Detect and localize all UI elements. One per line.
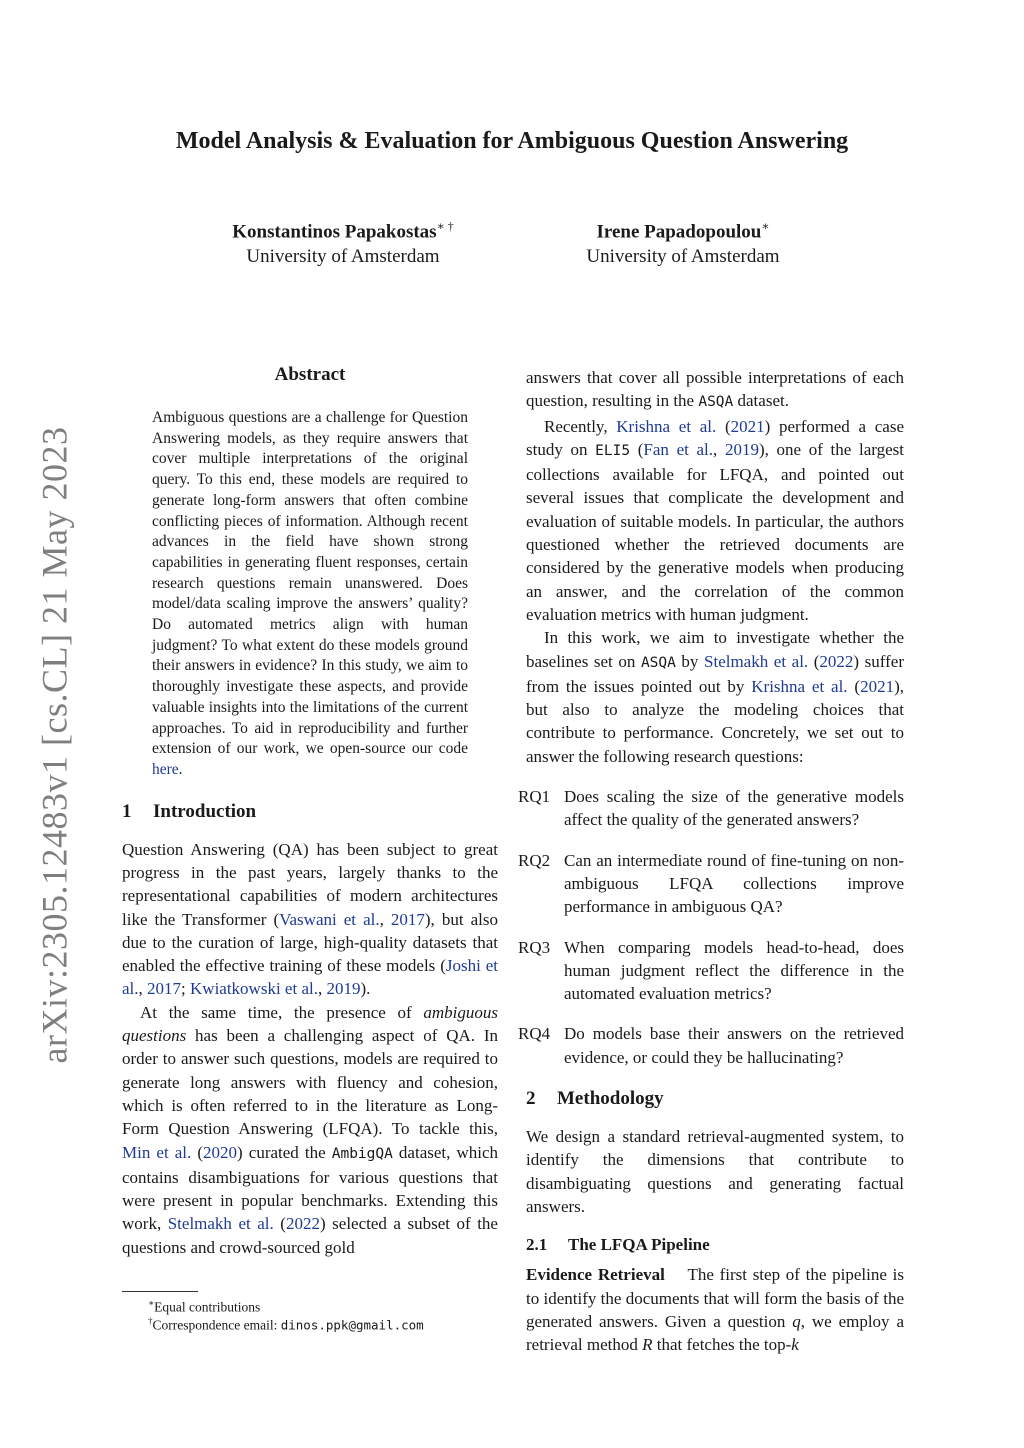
author-name: Konstantinos Papakostas (232, 221, 437, 243)
dataset-name: ELI5 (595, 442, 631, 459)
citation-link[interactable]: Vaswani et al. (279, 909, 380, 929)
paragraph-run-in-heading: Evidence Retrieval (526, 1265, 665, 1285)
research-question-1: RQ1 Does scaling the size of the generative models affect the quality of the generated answers? (518, 787, 904, 830)
footnote-2: †Correspondence email: dinos.ppk@gmail.com (148, 1316, 424, 1333)
citation-link[interactable]: Joshi et al. (122, 956, 498, 999)
dataset-name: ASQA (640, 654, 676, 671)
citation-year-link[interactable]: 2022 (285, 1214, 320, 1234)
citation-link[interactable]: Stelmakh et al. (167, 1214, 274, 1234)
abstract-heading: Abstract (274, 364, 346, 385)
arxiv-sidebar-stamp (18, 426, 90, 1064)
dataset-name: ASQA (698, 394, 734, 411)
abstract-text: Ambiguous questions are a challenge for Question Answering models, as they require answers that cover multiple interpretations of the original query. To this end, these models are required to generate long-form answers that often combine conflicting pieces of information. Although recent advances in the field have shown strong capabilities in generating fluent responses, certain research questions remain unanswered. Does model/data scaling improve the answers’ quality? Do automated metrics align with human judgment? To what extent do these models ground their answers in evidence? In this study, we aim to thoroughly investigate these aspects, and provide valuable insights into the limitations of the current approaches. To aid in reproducibility and further extension of our work, we open-source our code here. (152, 409, 468, 778)
correspondence-email: dinos.ppk@gmail.com (280, 1317, 424, 1333)
methodology-paragraph: We design a standard retrieval-augmented system, to identify the dimensions that contribute to disambiguating questions and generating factual answers. (526, 1127, 904, 1216)
left-column (122, 364, 498, 1259)
author-affiliation: University of Amsterdam (246, 246, 440, 268)
citation-link[interactable]: Fan et al. (643, 439, 714, 459)
evidence-retrieval-paragraph: Evidence Retrieval The first step of the pipeline is to identify the documents that will form the basis of the generated answers. Given a question q, we employ a retrieval method R that fetches the top-k (526, 1265, 904, 1355)
research-question-3: RQ3 When comparing models head-to-head, does human judgment reflect the difference in the automated evaluation metrics? (518, 937, 904, 1004)
citation-link[interactable]: Stelmakh et al. (704, 651, 809, 671)
citation-link[interactable]: Krishna et al. (751, 676, 848, 696)
dataset-name: AmbigQA (331, 1145, 393, 1162)
citation-year-link[interactable]: 2021 (860, 676, 895, 696)
author-block-2 (533, 214, 833, 269)
research-question-4: RQ4 Do models base their answers on the retrieved evidence, or could they be hallucinating? (518, 1024, 904, 1067)
citation-year-link[interactable]: 2022 (819, 651, 854, 671)
citation-year-link[interactable]: 2021 (730, 416, 765, 436)
section-heading-methodology: 2 Methodology (526, 1088, 664, 1110)
author-marks: ∗ (761, 219, 770, 233)
right-paragraph-1: Recently, Krishna et al. (2021) performed a case study on ELI5 (Fan et al., 2019), one of the largest collections available for LFQA, and pointed out several issues that complicate the development and evaluation of suitable models. In particular, the authors questioned whether the retrieved documents are considered by the generative models when producing an answer, and the correlation of the common evaluation metrics with human judgment. (526, 416, 904, 624)
author-marks: ∗ † (436, 219, 454, 233)
citation-year-link[interactable]: 2019 (724, 439, 759, 459)
author-affiliation: University of Amsterdam (586, 246, 780, 268)
citation-year-link[interactable]: 2017 (147, 979, 182, 999)
intro-paragraph-2: At the same time, the presence of ambiguous questions has been a challenging aspect of QA. In order to answer such questions, models are required to generate long answers with fluency and cohesion, which is often referred to in the literature as Long-Form Question Answering (LFQA). To tackle this, Min et al. (2020) curated the AmbigQA dataset, which contains disambiguations for various questions that were present in popular benchmarks. Extending this work, Stelmakh et al. (2022) selected a subset of the questions and crowd-sourced gold (122, 1002, 498, 1257)
author-block-1 (193, 214, 493, 269)
section-heading-introduction: 1 Introduction (122, 800, 257, 822)
right-paragraph-0: answers that cover all possible interpretations of each question, resulting in the ASQA dataset. (526, 368, 904, 411)
right-paragraph-2: In this work, we aim to investigate whether the baselines set on ASQA by Stelmakh et al. (2022) suffer from the issues pointed out by Krishna et al. (2021), but also to analyze the modeling choices that contribute to performance. Concretely, we set out to answer the following research questions: (526, 628, 904, 766)
arxiv-identifier: arXiv:2305.12483v1 [cs.CL] 21 May 2023 (34, 426, 74, 1064)
citation-link[interactable]: Kwiatkowski et al. (190, 979, 318, 999)
citation-year-link[interactable]: 2017 (390, 909, 425, 929)
author-name: Irene Papadopoulou (596, 221, 762, 243)
paper-title: Model Analysis & Evaluation for Ambiguous Question Answering (175, 128, 849, 154)
footnote-1: ∗Equal contributions (148, 1298, 261, 1315)
right-column (518, 366, 904, 1356)
code-link[interactable]: here (152, 760, 179, 778)
subsection-heading-pipeline: 2.1 The LFQA Pipeline (526, 1235, 710, 1255)
citation-year-link[interactable]: 2019 (326, 979, 361, 999)
citation-link[interactable]: Min et al. (122, 1142, 192, 1162)
research-question-2: RQ2 Can an intermediate round of fine-tuning on non-ambiguous LFQA collections improve performance in ambiguous QA? (518, 850, 904, 917)
citation-link[interactable]: Krishna et al. (616, 416, 717, 436)
citation-year-link[interactable]: 2020 (203, 1142, 238, 1162)
intro-paragraph-1: Question Answering (QA) has been subject to great progress in the past years, largely thanks to the representational capabilities of modern architectures like the Transformer (Vaswani et al., 2017), but also due to the curation of large, high-quality datasets that enabled the effective training of these models (Joshi et al., 2017; Kwiatkowski et al., 2019). (122, 839, 498, 999)
footnote-divider (122, 1291, 198, 1292)
